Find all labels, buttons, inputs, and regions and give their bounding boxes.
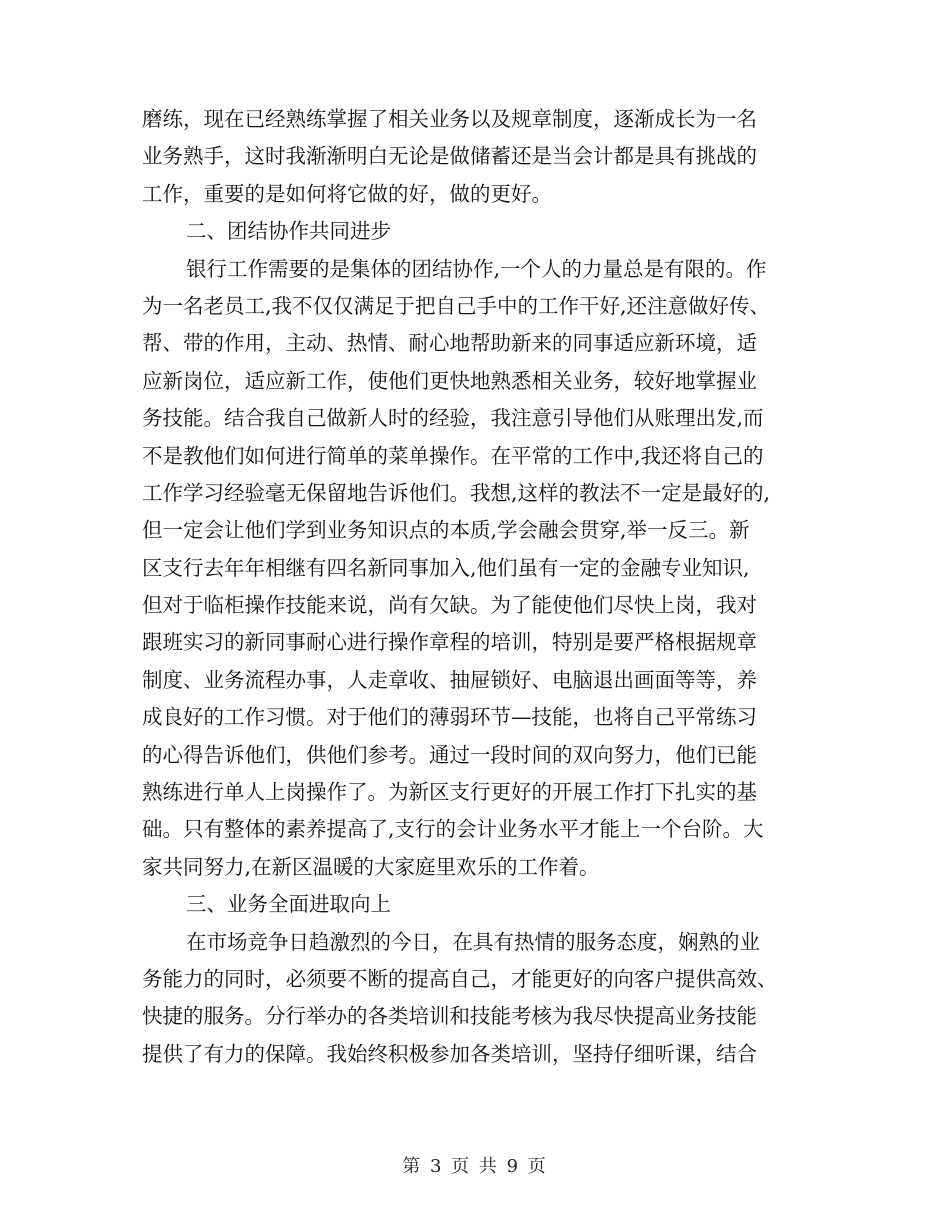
text-line: 帮、带的作用，主动、热情、耐心地帮助新来的同事适应新环境，适 (142, 331, 757, 356)
text-line: 务能力的同时，必须要不断的提高自己，才能更好的向客户提供高效、 (142, 966, 778, 991)
text-line: 制度、业务流程办事，人走章收、抽屉锁好、电脑退出画面等等，养 (142, 667, 757, 692)
page-footer: 第 3 页 共 9 页 (402, 1156, 548, 1177)
text-line: 为一名老员工,我不仅仅满足于把自己手中的工作干好,还注意做好传、 (142, 293, 771, 318)
text-line: 础。只有整体的素养提高了,支行的会计业务水平才能上一个台阶。大 (142, 817, 764, 842)
text-line: 二、团结协作共同进步 (186, 219, 391, 244)
text-line: 磨练，现在已经熟练掌握了相关业务以及规章制度，逐渐成长为一名 (142, 107, 757, 131)
text-line: 但对于临柜操作技能来说，尚有欠缺。为了能使他们尽快上岗，我对 (142, 593, 757, 618)
text-line: 家共同努力,在新区温暖的大家庭里欢乐的工作着。 (142, 854, 600, 879)
text-line: 银行工作需要的是集体的团结协作,一个人的力量总是有限的。作 (186, 256, 767, 281)
text-line: 提供了有力的保障。我始终积极参加各类培训，坚持仔细听课，结合 (142, 1041, 757, 1066)
text-line: 工作学习经验毫无保留地告诉他们。我想,这样的教法不一定是最好的, (142, 480, 771, 505)
text-line: 的心得告诉他们，供他们参考。通过一段时间的双向努力，他们已能 (142, 742, 757, 767)
text-line: 但一定会让他们学到业务知识点的本质,学会融会贯穿,举一反三。新 (142, 518, 750, 543)
text-line: 务技能。结合我自己做新人时的经验，我注意引导他们从账理出发,而 (142, 406, 764, 431)
text-line: 跟班实习的新同事耐心进行操作章程的培训，特别是要严格根据规章 (142, 630, 757, 655)
text-line: 快捷的服务。分行举办的各类培训和技能考核为我尽快提高业务技能 (142, 1004, 757, 1029)
text-line: 三、业务全面进取向上 (186, 892, 391, 917)
text-line: 熟练进行单人上岗操作了。为新区支行更好的开展工作打下扎实的基 (142, 780, 757, 805)
text-line: 不是教他们如何进行简单的菜单操作。在平常的工作中,我还将自己的 (142, 443, 764, 468)
text-line: 区支行去年年相继有四名新同事加入,他们虽有一定的金融专业知识, (142, 555, 750, 580)
text-line: 在市场竞争日趋激烈的今日，在具有热情的服务态度，娴熟的业 (186, 929, 760, 954)
text-line: 应新岗位，适应新工作，使他们更快地熟悉相关业务，较好地掌握业 (142, 368, 757, 393)
text-line: 成良好的工作习惯。对于他们的薄弱环节—技能，也将自己平常练习 (142, 705, 757, 730)
text-line: 工作，重要的是如何将它做的好，做的更好。 (142, 181, 552, 206)
text-line: 业务熟手，这时我渐渐明白无论是做储蓄还是当会计都是具有挑战的 (142, 144, 757, 169)
document-body (142, 101, 810, 1073)
